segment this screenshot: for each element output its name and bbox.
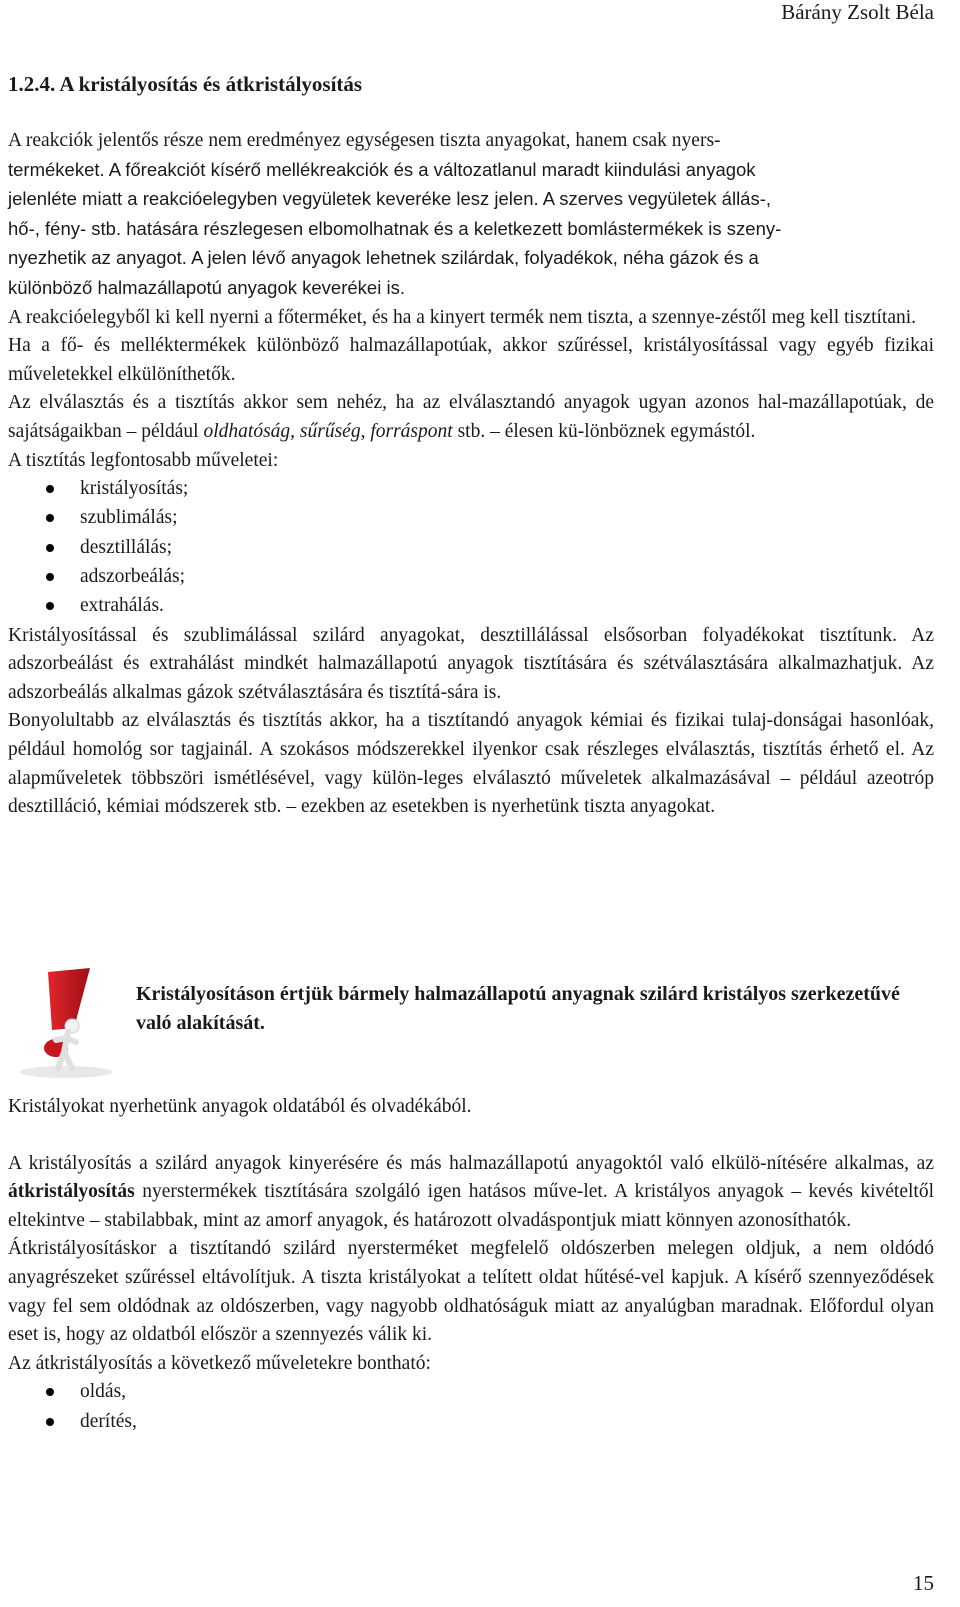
list-item: adszorbeálás;	[8, 563, 934, 592]
definition-callout	[8, 968, 934, 1083]
paragraph-4	[8, 389, 934, 446]
crystallization-text	[8, 1093, 934, 1437]
paragraph-9-start: A kristályosítás a szilárd anyagok kinyerésére és más halmazállapotú anyagoktól való elkülö-nítésére alkalmas, az	[8, 1152, 934, 1174]
paragraph-4-start: Az elválasztás és a tisztítás akkor sem nehéz, ha az elválasztandó anyagok ugyan azonos hal-mazállapotúak, de sajátságaikban – például	[8, 392, 934, 442]
operations-list	[8, 475, 934, 621]
operations-intro: A tisztítás legfontosabb műveletei:	[8, 449, 279, 471]
paragraph-6: Kristályosítással és szublimálással szilárd anyagokat, desztillálással elsősorban folyadékokat tisztítunk. Az adszorbeálást és extrahálást mindkét halmazállapotú anyagok tisztítására és szétválasztására alkalmazhatjuk. Az adszorbeálás alkalmas gázok szétválasztására és tisztítá-sára is.	[8, 624, 934, 703]
paragraph-10: Átkristályosításkor a tisztítandó szilárd nyersterméket megfelelő oldószerben melegen oldjuk, a nem oldódó anyagrészeket szűréssel eltávolítjuk. A tiszta kristályokat a telített oldat hűtésé-vel kapjuk. A kísérő szennyeződések vagy fel sem oldódnak az oldószerben, vagy nagyobb oldhatóságuk miatt az anyalúgban maradnak. Előfordul olyan eset is, hogy az oldatból először a szennyezés válik ki.	[8, 1238, 934, 1346]
list-item: szublimálás;	[8, 504, 934, 533]
intro-line: hő-, fény- stb. hatására részlegesen elbomolhatnak és a keletkezett bomlástermékek is szeny-	[8, 217, 782, 239]
intro-line: nyezhetik az anyagot. A jelen lévő anyagok lehetnek szilárdak, folyadékok, néha gázok és a	[8, 247, 759, 269]
definition-text: Kristályosításon értjük bármely halmazállapotú anyagnak szilárd kristályos szerkezetűvé való alakítását.	[136, 983, 900, 1034]
paragraph-8: Kristályokat nyerhetünk anyagok oldatából és olvadékából.	[8, 1096, 472, 1117]
intro-text	[8, 127, 934, 822]
page-number: 15	[913, 1571, 934, 1595]
section-heading: 1.2.4. A kristályosítás és átkristályosítás	[8, 72, 363, 96]
paragraph-9-bold: átkristályosítás	[8, 1181, 135, 1203]
steps-list	[8, 1378, 934, 1437]
exclamation-figure-icon	[8, 968, 130, 1083]
list-item: kristályosítás;	[8, 475, 934, 504]
paragraph-3: Ha a fő- és melléktermékek különböző halmazállapotúak, akkor szűréssel, kristályosítással vagy egyéb fizikai műveletekkel elkülöníthetők.	[8, 335, 934, 385]
list-item: extrahálás.	[8, 592, 934, 621]
intro-line: jelenléte miatt a reakcióelegyben vegyületek keveréke lesz jelen. A szerves vegyületek állás-,	[8, 188, 772, 210]
paragraph-4-italic: oldhatóság, sűrűség, forráspont	[203, 420, 453, 442]
page-header-author: Bárány Zsolt Béla	[781, 0, 934, 24]
list-item: desztillálás;	[8, 534, 934, 563]
intro-line: A reakciók jelentős része nem eredményez egységesen tiszta anyagokat, hanem csak nyers-	[8, 130, 721, 151]
steps-intro: Az átkristályosítás a következő műveletekre bontható:	[8, 1352, 431, 1374]
intro-paragraph-1	[8, 127, 934, 304]
paragraph-4-end: stb. – élesen kü-lönböznek egymástól.	[452, 420, 756, 442]
paragraph-9-end: nyerstermékek tisztítására szolgáló igen hatásos műve-let. A kristályos anyagok – kevés kivételtől eltekintve – stabilabbak, mint az amorf anyagok, és határozott olvadáspontjuk miatt könnyen azonosíthatók.	[8, 1181, 934, 1231]
paragraph-7: Bonyolultabb az elválasztás és tisztítás akkor, ha a tisztítandó anyagok kémiai és fizikai tulaj-donságai hasonlóak, például homológ sor tagjainál. A szokásos módszerekkel ilyenkor csak részleges elválasztás, tisztítás érhető el. Az alapműveletek többszöri ismétlésével, vagy külön-leges elválasztó műveletek alkalmazásával – például azeotróp desztilláció, kémiai módszerek stb. – ezekben az esetekben is nyerhetünk tiszta anyagokat.	[8, 710, 934, 818]
intro-line: különböző halmazállapotú anyagok keverékei is.	[8, 276, 405, 298]
list-item: oldás,	[8, 1378, 934, 1407]
list-item: derítés,	[8, 1408, 934, 1437]
paragraph-2: A reakcióelegyből ki kell nyerni a főterméket, és ha a kinyert termék nem tiszta, a szennye-zéstől meg kell tisztítani.	[8, 306, 917, 328]
paragraph-9	[8, 1150, 934, 1236]
intro-line: termékeket. A főreakciót kísérő mellékreakciók és a változatlanul maradt kiindulási anyagok	[8, 158, 756, 180]
